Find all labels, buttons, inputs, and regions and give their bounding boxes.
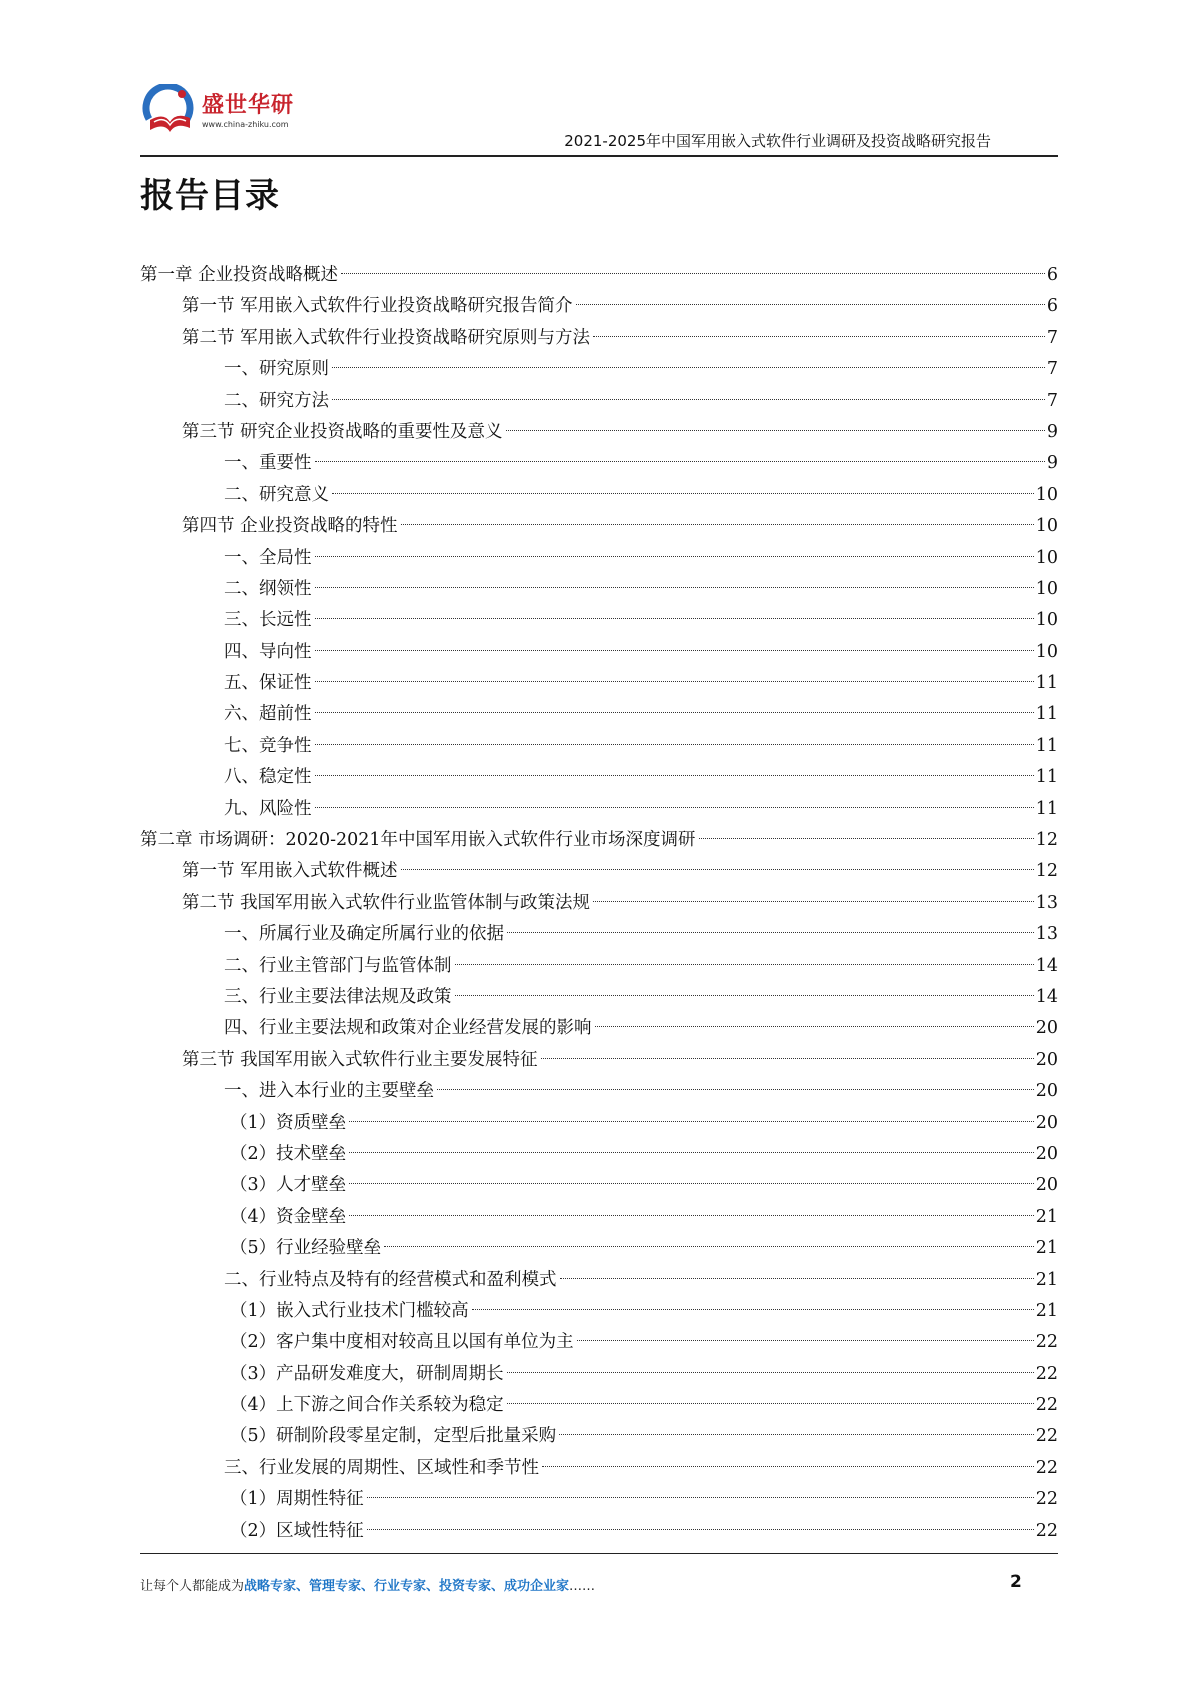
toc-entry-label: 第二节 军用嵌入式软件行业投资战略研究原则与方法: [182, 327, 591, 348]
toc-entry-label: 一、重要性: [224, 453, 312, 474]
toc-entry[interactable]: [140, 1233, 1058, 1264]
toc-entry-page: 20: [1035, 1081, 1058, 1102]
toc-entry-page: 12: [1035, 830, 1058, 851]
toc-entry-label: （2）技术壁垒: [230, 1143, 347, 1164]
toc-entry-label: 第二节 我国军用嵌入式软件行业监管体制与政策法规: [182, 892, 591, 913]
toc-entry-label: 二、行业主管部门与监管体制: [224, 955, 452, 976]
toc-entry[interactable]: [140, 1202, 1058, 1233]
toc-entry-label: 第四节 企业投资战略的特性: [182, 516, 398, 537]
toc-entry-label: 三、行业主要法律法规及政策: [224, 986, 452, 1007]
toc-entry-label: （1）周期性特征: [230, 1489, 364, 1510]
header-divider: [140, 155, 1058, 157]
toc-entry[interactable]: [140, 260, 1058, 291]
toc-dot-leader: [507, 1403, 1034, 1404]
footer-slogan-suffix: ……: [569, 1579, 596, 1594]
toc-dot-leader: [315, 618, 1034, 619]
toc-dot-leader: [315, 461, 1045, 462]
toc-entry[interactable]: [140, 668, 1058, 699]
toc-dot-leader: [349, 1215, 1034, 1216]
footer-slogan-prefix: 让每个人都能成为: [140, 1579, 245, 1594]
toc-entry-label: 九、风险性: [224, 798, 312, 819]
toc-entry-label: 第三节 研究企业投资战略的重要性及意义: [182, 421, 503, 442]
toc-entry-page: 21: [1035, 1238, 1058, 1259]
toc-entry-page: 11: [1035, 735, 1058, 756]
toc-entry-page: 9: [1046, 421, 1058, 442]
toc-entry-page: 10: [1035, 610, 1058, 631]
toc-entry-label: 第一章 企业投资战略概述: [140, 265, 339, 285]
toc-dot-leader: [576, 304, 1045, 305]
toc-dot-leader: [506, 430, 1045, 431]
toc-dot-leader: [341, 273, 1045, 274]
toc-dot-leader: [367, 1529, 1034, 1530]
toc-entry-page: 9: [1046, 453, 1058, 474]
toc-entry-label: （1）资质壁垒: [230, 1112, 347, 1133]
toc-entry[interactable]: [140, 794, 1058, 825]
toc-entry[interactable]: [140, 291, 1058, 322]
toc-entry-label: （5）行业经验壁垒: [230, 1238, 382, 1259]
toc-entry[interactable]: [140, 1327, 1058, 1358]
toc-dot-leader: [315, 712, 1034, 713]
toc-dot-leader: [315, 587, 1034, 588]
toc-entry-label: （3）人才壁垒: [230, 1175, 347, 1196]
toc-dot-leader: [401, 524, 1034, 525]
toc-entry[interactable]: [140, 1170, 1058, 1201]
toc-entry[interactable]: [140, 1390, 1058, 1421]
logo-url: www.china-zhiku.com: [202, 120, 289, 129]
toc-entry-label: 六、超前性: [224, 704, 312, 725]
toc-entry[interactable]: [140, 982, 1058, 1013]
toc-dot-leader: [593, 336, 1045, 337]
toc-entry[interactable]: [140, 1045, 1058, 1076]
toc-entry-page: 21: [1035, 1269, 1058, 1290]
toc-entry-label: （1）嵌入式行业技术门槛较高: [230, 1300, 469, 1321]
toc-dot-leader: [315, 681, 1034, 682]
toc-dot-leader: [332, 493, 1034, 494]
toc-entry-page: 10: [1035, 641, 1058, 662]
toc-entry-page: 6: [1046, 296, 1058, 317]
toc-entry[interactable]: [140, 1453, 1058, 1484]
toc-entry[interactable]: [140, 354, 1058, 385]
toc-entry[interactable]: [140, 731, 1058, 762]
toc-entry-page: 10: [1035, 547, 1058, 568]
toc-entry-page: 14: [1035, 986, 1058, 1007]
toc-entry[interactable]: [140, 480, 1058, 511]
toc-entry-label: 三、长远性: [224, 610, 312, 631]
toc-entry-label: 一、全局性: [224, 547, 312, 568]
toc-entry[interactable]: [140, 637, 1058, 668]
toc-dot-leader: [401, 869, 1034, 870]
page-header: [0, 0, 1191, 160]
toc-entry[interactable]: [140, 1265, 1058, 1296]
logo-book-icon: [140, 84, 200, 140]
toc-entry-label: （2）客户集中度相对较高且以国有单位为主: [230, 1332, 574, 1353]
toc-dot-leader: [507, 1372, 1034, 1373]
toc-entry-label: 一、研究原则: [224, 359, 329, 380]
toc-entry[interactable]: [140, 386, 1058, 417]
toc-dot-leader: [699, 838, 1034, 839]
toc-entry-label: 二、研究意义: [224, 484, 329, 505]
toc-entry[interactable]: [140, 1296, 1058, 1327]
toc-dot-leader: [437, 1089, 1034, 1090]
toc-entry-label: 一、所属行业及确定所属行业的依据: [224, 924, 504, 945]
toc-entry[interactable]: [140, 323, 1058, 354]
toc-dot-leader: [507, 932, 1034, 933]
toc-entry-page: 7: [1046, 390, 1058, 411]
toc-entry-label: （5）研制阶段零星定制，定型后批量采购: [230, 1426, 557, 1447]
toc-dot-leader: [384, 1246, 1034, 1247]
toc-dot-leader: [332, 399, 1045, 400]
toc-entry[interactable]: [140, 543, 1058, 574]
toc-entry-label: 八、稳定性: [224, 767, 312, 788]
toc-entry-label: 四、行业主要法规和政策对企业经营发展的影响: [224, 1018, 592, 1039]
toc-entry-label: 四、导向性: [224, 641, 312, 662]
toc-dot-leader: [577, 1340, 1034, 1341]
toc-entry-page: 20: [1035, 1112, 1058, 1133]
toc-entry[interactable]: [140, 417, 1058, 448]
toc-entry-page: 22: [1035, 1489, 1058, 1510]
footer-slogan-highlight: 战略专家、管理专家、行业专家、投资专家、成功企业家: [244, 1579, 570, 1594]
page-number: 2: [1010, 1572, 1022, 1592]
footer-divider: [140, 1553, 1058, 1554]
toc-entry-page: 10: [1035, 578, 1058, 599]
toc-dot-leader: [349, 1183, 1034, 1184]
toc-entry-page: 10: [1035, 516, 1058, 537]
toc-dot-leader: [315, 650, 1034, 651]
toc-entry[interactable]: [140, 1076, 1058, 1107]
toc-entry-label: 第一节 军用嵌入式软件概述: [182, 861, 398, 882]
toc-entry-page: 22: [1035, 1332, 1058, 1353]
toc-entry-label: 第一节 军用嵌入式软件行业投资战略研究报告简介: [182, 296, 573, 317]
toc-entry[interactable]: [140, 1139, 1058, 1170]
toc-entry[interactable]: [140, 762, 1058, 793]
toc-entry-label: 第二章 市场调研：2020-2021年中国军用嵌入式软件行业市场深度调研: [140, 830, 696, 851]
toc-entry-page: 20: [1035, 1175, 1058, 1196]
page-title: 报告目录: [140, 176, 280, 216]
toc-dot-leader: [455, 995, 1034, 996]
toc-entry[interactable]: [140, 825, 1058, 856]
toc-entry-label: （3）产品研发难度大，研制周期长: [230, 1363, 504, 1384]
toc-entry-page: 7: [1046, 359, 1058, 380]
toc-dot-leader: [595, 1026, 1034, 1027]
toc-entry-page: 11: [1035, 704, 1058, 725]
toc-entry-page: 21: [1035, 1300, 1058, 1321]
toc-entry[interactable]: [140, 574, 1058, 605]
toc-entry[interactable]: [140, 1421, 1058, 1452]
toc-entry-label: 第三节 我国军用嵌入式软件行业主要发展特征: [182, 1049, 538, 1070]
toc-entry[interactable]: [140, 919, 1058, 950]
toc-entry-page: 11: [1035, 798, 1058, 819]
toc-dot-leader: [367, 1497, 1034, 1498]
toc-entry-label: （4）资金壁垒: [230, 1206, 347, 1227]
toc-entry[interactable]: [140, 1108, 1058, 1139]
toc-entry[interactable]: [140, 888, 1058, 919]
toc-entry[interactable]: [140, 605, 1058, 636]
toc-dot-leader: [349, 1121, 1034, 1122]
toc-dot-leader: [315, 807, 1034, 808]
toc-entry-page: 22: [1035, 1363, 1058, 1384]
report-title: 2021-2025年中国军用嵌入式软件行业调研及投资战略研究报告: [564, 132, 991, 150]
toc-entry-label: 七、竞争性: [224, 735, 312, 756]
toc-entry-page: 14: [1035, 955, 1058, 976]
toc-entry-page: 11: [1035, 767, 1058, 788]
toc-entry-page: 22: [1035, 1520, 1058, 1541]
toc-entry-page: 7: [1046, 327, 1058, 348]
toc-dot-leader: [332, 367, 1045, 368]
toc-entry[interactable]: [140, 856, 1058, 887]
toc-entry[interactable]: [140, 951, 1058, 982]
toc-entry-page: 20: [1035, 1018, 1058, 1039]
toc-entry-label: 二、纲领性: [224, 578, 312, 599]
toc-entry-label: 二、研究方法: [224, 390, 329, 411]
toc-entry-page: 20: [1035, 1049, 1058, 1070]
toc-dot-leader: [349, 1152, 1034, 1153]
toc-dot-leader: [541, 1058, 1034, 1059]
toc-entry-label: 五、保证性: [224, 673, 312, 694]
table-of-contents: [140, 260, 1058, 1547]
toc-dot-leader: [472, 1309, 1034, 1310]
company-logo: [140, 84, 310, 144]
toc-dot-leader: [455, 964, 1034, 965]
toc-entry[interactable]: [140, 1484, 1058, 1515]
logo-text: 盛世华研: [202, 93, 295, 118]
toc-dot-leader: [315, 556, 1034, 557]
footer-slogan: [140, 1575, 595, 1594]
toc-dot-leader: [315, 775, 1034, 776]
toc-entry-label: （2）区域性特征: [230, 1520, 364, 1541]
toc-entry-page: 6: [1046, 265, 1058, 285]
toc-entry-page: 20: [1035, 1143, 1058, 1164]
toc-entry-page: 11: [1035, 673, 1058, 694]
toc-entry[interactable]: [140, 448, 1058, 479]
toc-dot-leader: [560, 1278, 1034, 1279]
toc-entry[interactable]: [140, 1013, 1058, 1044]
toc-entry-page: 13: [1035, 924, 1058, 945]
toc-dot-leader: [593, 901, 1034, 902]
toc-dot-leader: [542, 1466, 1034, 1467]
toc-entry-label: 三、行业发展的周期性、区域性和季节性: [224, 1457, 539, 1478]
toc-entry[interactable]: [140, 1359, 1058, 1390]
toc-entry-page: 13: [1035, 892, 1058, 913]
toc-entry-label: 一、进入本行业的主要壁垒: [224, 1081, 434, 1102]
toc-entry[interactable]: [140, 511, 1058, 542]
toc-entry-page: 22: [1035, 1395, 1058, 1416]
toc-entry-label: （4）上下游之间合作关系较为稳定: [230, 1395, 504, 1416]
toc-entry[interactable]: [140, 699, 1058, 730]
toc-dot-leader: [315, 744, 1034, 745]
toc-dot-leader: [559, 1434, 1034, 1435]
toc-entry-page: 22: [1035, 1457, 1058, 1478]
toc-entry-label: 二、行业特点及特有的经营模式和盈利模式: [224, 1269, 557, 1290]
toc-entry-page: 22: [1035, 1426, 1058, 1447]
toc-entry[interactable]: [140, 1516, 1058, 1547]
toc-entry-page: 10: [1035, 484, 1058, 505]
toc-entry-page: 12: [1035, 861, 1058, 882]
toc-entry-page: 21: [1035, 1206, 1058, 1227]
